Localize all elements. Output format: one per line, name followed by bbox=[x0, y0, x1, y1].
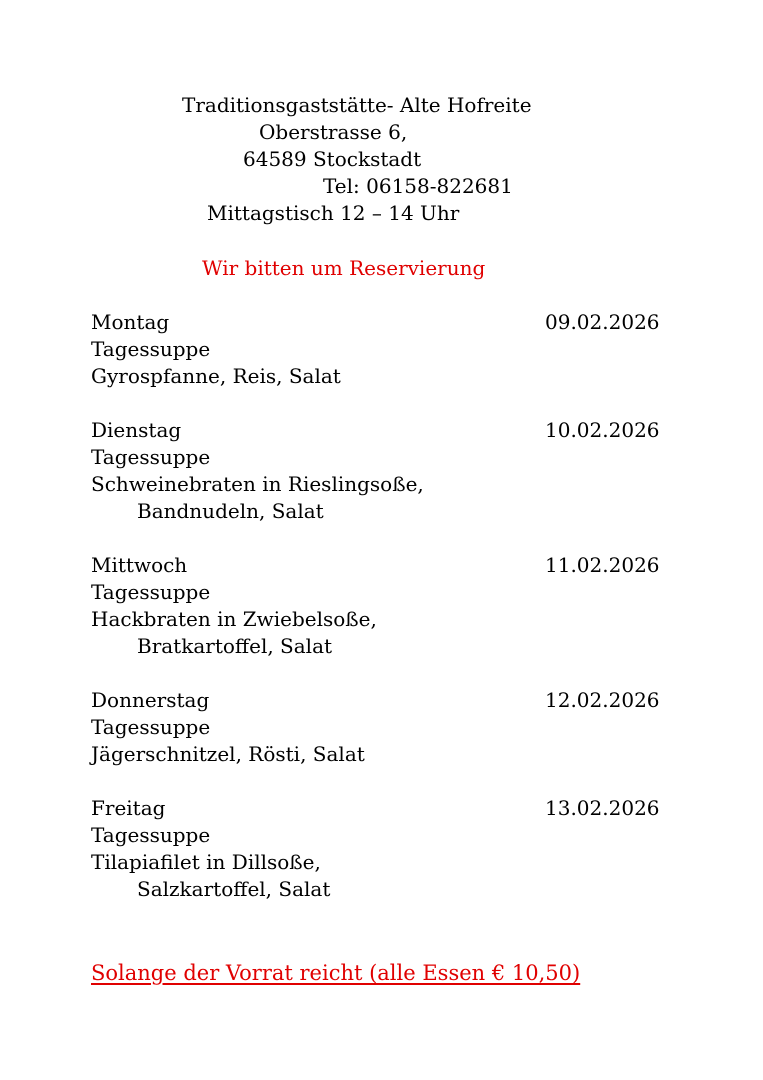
main-dish-wednesday-sides: Bratkartoffel, Salat bbox=[137, 634, 333, 658]
date-friday: 13.02.2026 bbox=[545, 796, 660, 820]
main-dish-wednesday: Hackbraten in Zwiebelsoße, bbox=[91, 607, 377, 631]
soup-tuesday: Tagessuppe bbox=[91, 445, 211, 469]
main-dish-tuesday: Schweinebraten in Rieslingsoße, bbox=[91, 472, 424, 496]
lunch-hours: Mittagstisch 12 – 14 Uhr bbox=[207, 201, 460, 225]
soup-wednesday: Tagessuppe bbox=[91, 580, 211, 604]
day-name-thursday: Donnerstag bbox=[91, 688, 210, 712]
date-wednesday: 11.02.2026 bbox=[545, 553, 660, 577]
soup-thursday: Tagessuppe bbox=[91, 715, 211, 739]
day-name-tuesday: Dienstag bbox=[91, 418, 182, 442]
date-thursday: 12.02.2026 bbox=[545, 688, 660, 712]
main-dish-tuesday-sides: Bandnudeln, Salat bbox=[137, 499, 324, 523]
main-dish-friday-sides: Salzkartoffel, Salat bbox=[137, 877, 331, 901]
soup-monday: Tagessuppe bbox=[91, 337, 211, 361]
date-monday: 09.02.2026 bbox=[545, 310, 660, 334]
main-dish-friday: Tilapiafilet in Dillsoße, bbox=[91, 850, 321, 874]
day-name-wednesday: Mittwoch bbox=[91, 553, 188, 577]
price-footer-note: Solange der Vorrat reicht (alle Essen € 10,50) bbox=[91, 961, 581, 985]
soup-friday: Tagessuppe bbox=[91, 823, 211, 847]
reservation-notice: Wir bitten um Reservierung bbox=[202, 256, 486, 280]
restaurant-city: 64589 Stockstadt bbox=[243, 147, 422, 171]
day-name-friday: Freitag bbox=[91, 796, 166, 820]
restaurant-street: Oberstrasse 6, bbox=[259, 120, 408, 144]
main-dish-thursday: Jägerschnitzel, Rösti, Salat bbox=[91, 742, 365, 766]
day-name-monday: Montag bbox=[91, 310, 170, 334]
date-tuesday: 10.02.2026 bbox=[545, 418, 660, 442]
restaurant-phone: Tel: 06158-822681 bbox=[323, 174, 513, 198]
restaurant-name: Traditionsgaststätte- Alte Hofreite bbox=[182, 93, 532, 117]
main-dish-monday: Gyrospfanne, Reis, Salat bbox=[91, 364, 341, 388]
